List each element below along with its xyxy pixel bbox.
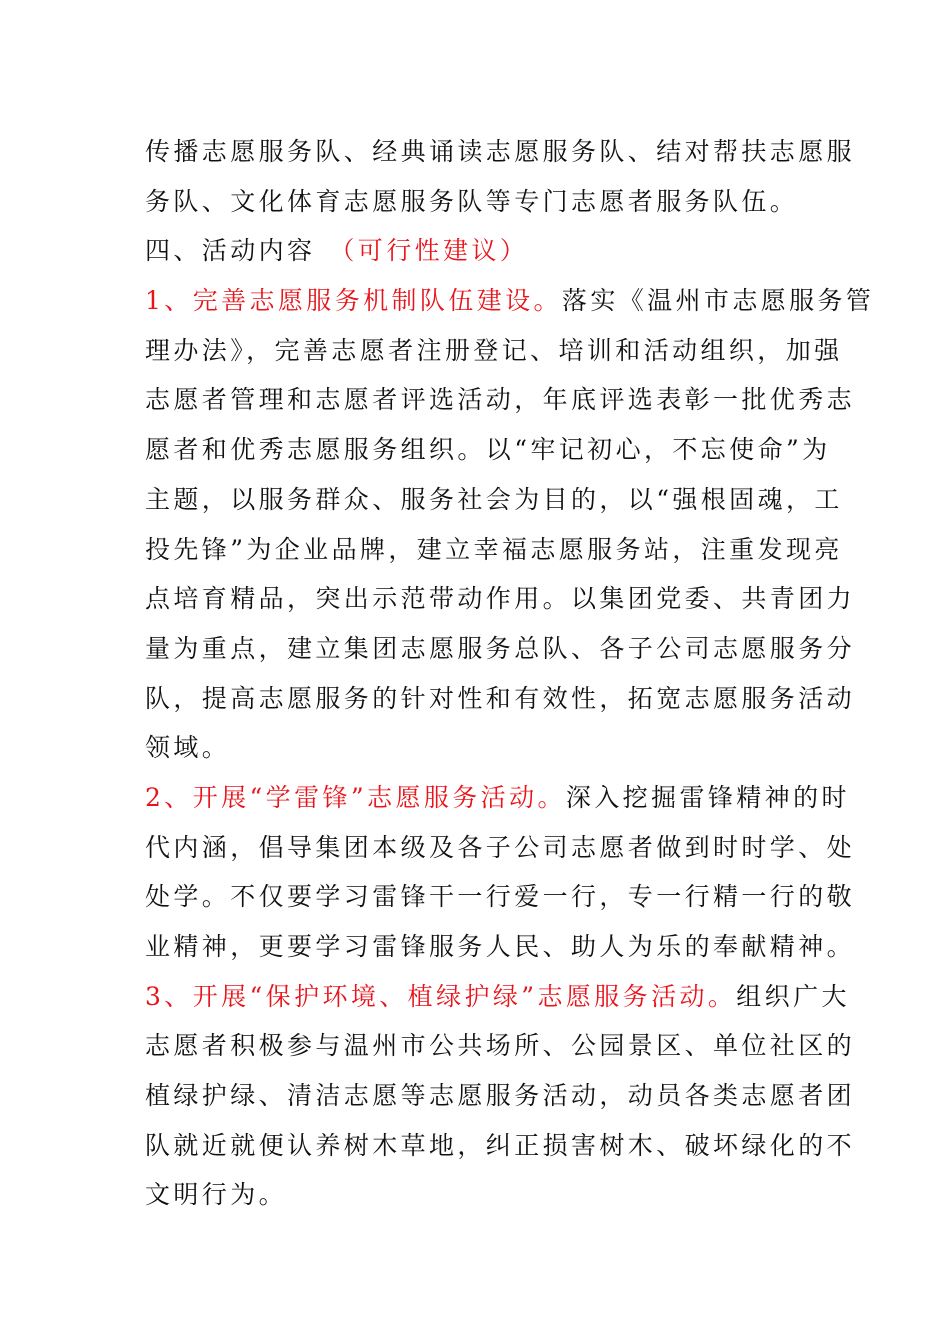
text-line: 业精神，更要学习雷锋服务人民、助人为乐的奉献精神。 — [145, 932, 856, 961]
document-body — [145, 127, 875, 1220]
text-line: 文明行为。 — [145, 1180, 288, 1210]
text-line: 点培育精品，突出示范带动作用。以集团党委、共青团力 — [145, 584, 856, 614]
item-2-heading: 2、开展“学雷锋”志愿服务活动。 — [145, 782, 566, 812]
text-line: 传播志愿服务队、经典诵读志愿服务队、结对帮扶志愿服 — [145, 137, 856, 166]
item-2-line — [145, 773, 850, 823]
text-line: 量为重点，建立集团志愿服务总队、各子公司志愿服务分 — [145, 633, 856, 663]
item-2-text: 深入挖掘雷锋精神的时 — [565, 782, 850, 812]
text-line: 愿者和优秀志愿服务组织。以“牢记初心，不忘使命”为 — [145, 435, 831, 465]
item-1-text: 落实《温州市志愿服务管 — [561, 286, 875, 316]
section-heading: 四、活动内容 — [145, 236, 316, 266]
text-line: 志愿者积极参与温州市公共场所、公园景区、单位社区的 — [145, 1031, 856, 1061]
text-line: 投先锋”为企业品牌，建立幸福志愿服务站，注重发现亮 — [145, 534, 843, 564]
text-line: 代内涵，倡导集团本级及各子公司志愿者做到时时学、处 — [145, 832, 856, 862]
text-line: 理办法》，完善志愿者注册登记、培训和活动组织，加强 — [145, 335, 843, 365]
text-line: 植绿护绿、清洁志愿等志愿服务活动，动员各类志愿者团 — [145, 1081, 856, 1111]
text-line: 队，提高志愿服务的针对性和有效性，拓宽志愿服务活动 — [145, 683, 856, 713]
text-line: 处学。不仅要学习雷锋干一行爱一行，专一行精一行的敬 — [145, 882, 856, 912]
text-line: 务队、文化体育志愿服务队等专门志愿者服务队伍。 — [145, 186, 799, 216]
item-3-line — [145, 972, 850, 1022]
item-1-heading: 1、完善志愿服务机制队伍建设。 — [145, 286, 562, 316]
item-3-heading: 3、开展“保护环境、植绿护绿”志愿服务活动。 — [145, 981, 737, 1011]
item-3-text: 组织广大 — [736, 981, 850, 1011]
text-line: 领域。 — [145, 733, 231, 763]
text-line: 队就近就便认养树木草地，纠正损害树木、破坏绿化的不 — [145, 1130, 856, 1160]
text-line: 志愿者管理和志愿者评选活动，年底评选表彰一批优秀志 — [145, 385, 856, 415]
section-heading-line — [145, 226, 810, 276]
item-1-line — [145, 276, 875, 326]
text-line: 主题，以服务群众、服务社会为目的，以“强根固魂，工 — [145, 484, 843, 514]
section-heading-note: （可行性建议） — [329, 236, 529, 266]
